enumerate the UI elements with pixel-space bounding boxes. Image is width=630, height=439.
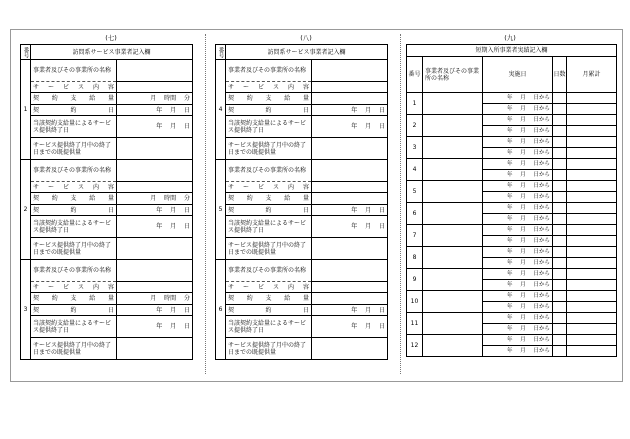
row-label-text: 契約日 (228, 206, 309, 214)
entry-value: 年 月 日 (117, 116, 193, 138)
short-stay-header: 短期入所事業者実績記入欄 (407, 45, 617, 57)
entry-value (312, 93, 388, 105)
entry-value: 月 時間 分 (117, 193, 193, 205)
entry-value: 年 月 日 (117, 105, 193, 116)
row-label: 当該契約支給量によるサービス提供終了日 (31, 216, 117, 238)
date-range-cell: 年 月 日から (483, 192, 553, 203)
row-label-text: サービス内容 (33, 183, 114, 191)
row-label: 事業者及びその事業所の名称 (226, 260, 312, 282)
row-label: 事業者及びその事業所の名称 (31, 60, 117, 82)
entry-value: 年 月 日 (117, 216, 193, 238)
number-header: 番号 (407, 57, 423, 93)
date-range-cell: 年 月 日から (483, 225, 553, 236)
row-label-text: 契約支給量 (33, 95, 114, 102)
days-cell (553, 247, 567, 258)
row-label (31, 105, 117, 116)
days-cell (553, 313, 567, 324)
row-label-text: サービス内容 (33, 283, 114, 291)
row-label (226, 82, 312, 93)
days-cell (553, 170, 567, 181)
date-range-cell: 年 月 日から (483, 115, 553, 126)
provider-name-cell (423, 247, 483, 269)
days-cell (553, 258, 567, 269)
panel-title: (八) (300, 34, 312, 42)
row-label (226, 105, 312, 116)
row-label-text: 契約日 (228, 106, 309, 114)
row-label (31, 293, 117, 305)
date-range-cell: 年 月 日から (483, 214, 553, 225)
row-label (226, 282, 312, 293)
days-cell (553, 192, 567, 203)
cumulative-header: 月累計 (567, 57, 617, 93)
row-label-text: サービス内容 (228, 283, 309, 291)
cumulative-cell (567, 280, 617, 291)
row-label: 当該契約支給量によるサービス提供終了日 (31, 116, 117, 138)
row-label: 事業者及びその事業所の名称 (31, 260, 117, 282)
row-label-text: 契約支給量 (33, 195, 114, 202)
cumulative-cell (567, 126, 617, 137)
visiting-service-table-8 (215, 44, 388, 360)
cumulative-cell (567, 258, 617, 269)
row-number: 5 (407, 181, 423, 203)
cumulative-cell (567, 335, 617, 346)
row-label (226, 205, 312, 216)
row-label (31, 282, 117, 293)
cumulative-cell (567, 203, 617, 214)
days-cell (553, 115, 567, 126)
entry-value: 年 月 日 (117, 205, 193, 216)
row-label (31, 93, 117, 105)
row-label (226, 305, 312, 316)
entry-number: 5 (216, 160, 226, 260)
row-label: 当該契約支給量によるサービス提供終了日 (226, 216, 312, 238)
date-header: 実施日 (483, 57, 553, 93)
row-label: 事業者及びその事業所の名称 (226, 60, 312, 82)
date-range-cell: 年 月 日から (483, 159, 553, 170)
row-label: サービス提供終了月中の終了日までの既提供量 (31, 138, 117, 160)
days-cell (553, 236, 567, 247)
provider-name-cell (423, 335, 483, 357)
row-label: サービス提供終了月中の終了日までの既提供量 (226, 238, 312, 260)
days-cell (553, 181, 567, 192)
cumulative-cell (567, 324, 617, 335)
cumulative-cell (567, 225, 617, 236)
days-cell (553, 137, 567, 148)
date-range-cell: 年 月 日から (483, 313, 553, 324)
entry-value: 年 月 日 (312, 116, 388, 138)
row-number: 12 (407, 335, 423, 357)
days-cell (553, 291, 567, 302)
row-label-text: サービス内容 (228, 183, 309, 191)
cumulative-cell (567, 137, 617, 148)
date-range-cell: 年 月 日から (483, 236, 553, 247)
entry-number: 4 (216, 60, 226, 160)
entry-value: 年 月 日 (312, 316, 388, 338)
days-cell (553, 93, 567, 104)
entry-value: 年 月 日 (117, 305, 193, 316)
entry-value (312, 282, 388, 293)
days-cell (553, 335, 567, 346)
entry-value (312, 260, 388, 282)
panel-title: (七) (105, 34, 117, 42)
entry-value (312, 138, 388, 160)
entry-number: 3 (21, 260, 31, 360)
number-header: 番号 (217, 46, 224, 58)
row-label: 当該契約支給量によるサービス提供終了日 (31, 316, 117, 338)
cumulative-cell (567, 104, 617, 115)
date-range-cell: 年 月 日から (483, 148, 553, 159)
row-label-text: サービス内容 (33, 83, 114, 91)
row-label (226, 182, 312, 193)
entry-value: 年 月 日 (312, 105, 388, 116)
cumulative-cell (567, 236, 617, 247)
days-cell (553, 126, 567, 137)
provider-name-cell (423, 225, 483, 247)
provider-name-cell (423, 137, 483, 159)
row-label-text: サービス内容 (228, 83, 309, 91)
cumulative-cell (567, 93, 617, 104)
entry-value (312, 82, 388, 93)
provider-name-cell (423, 115, 483, 137)
row-number: 6 (407, 203, 423, 225)
row-label (226, 293, 312, 305)
cumulative-cell (567, 214, 617, 225)
entry-value: 年 月 日 (312, 216, 388, 238)
days-cell (553, 324, 567, 335)
row-label-text: 契約支給量 (33, 295, 114, 302)
entry-value (312, 60, 388, 82)
row-label (226, 193, 312, 205)
days-cell (553, 203, 567, 214)
row-label (31, 182, 117, 193)
cumulative-cell (567, 148, 617, 159)
days-cell (553, 225, 567, 236)
date-range-cell: 年 月 日から (483, 137, 553, 148)
panel-title: (九) (504, 34, 516, 42)
cumulative-cell (567, 346, 617, 357)
days-cell (553, 104, 567, 115)
entry-value (117, 282, 193, 293)
visiting-service-table-7 (20, 44, 193, 360)
row-number: 1 (407, 93, 423, 115)
days-header: 日数 (553, 57, 567, 93)
entry-value (117, 182, 193, 193)
days-cell (553, 159, 567, 170)
days-cell (553, 269, 567, 280)
number-header: 番号 (22, 46, 29, 58)
entry-value (117, 138, 193, 160)
entry-number: 1 (21, 60, 31, 160)
entry-value (312, 182, 388, 193)
entry-value (312, 160, 388, 182)
provider-name-header: 事業者及びその事業所の名称 (423, 57, 483, 93)
cumulative-cell (567, 181, 617, 192)
panel-separator (400, 34, 401, 374)
date-range-cell: 年 月 日から (483, 93, 553, 104)
cumulative-cell (567, 302, 617, 313)
cumulative-cell (567, 192, 617, 203)
entry-value (117, 260, 193, 282)
entry-value (312, 193, 388, 205)
row-label (226, 93, 312, 105)
entry-value: 年 月 日 (312, 205, 388, 216)
panel-separator (205, 34, 206, 374)
row-label-text: 契約日 (33, 106, 114, 114)
entry-value (312, 338, 388, 360)
cumulative-cell (567, 247, 617, 258)
short-stay-table-9 (406, 44, 617, 357)
row-number: 3 (407, 137, 423, 159)
entry-number: 2 (21, 160, 31, 260)
date-range-cell: 年 月 日から (483, 258, 553, 269)
entry-value: 年 月 日 (117, 316, 193, 338)
row-label (31, 205, 117, 216)
row-label-text: 契約日 (228, 306, 309, 314)
provider-name-cell (423, 203, 483, 225)
entry-value (117, 82, 193, 93)
date-range-cell: 年 月 日から (483, 335, 553, 346)
date-range-cell: 年 月 日から (483, 302, 553, 313)
days-cell (553, 302, 567, 313)
row-label: サービス提供終了月中の終了日までの既提供量 (31, 338, 117, 360)
date-range-cell: 年 月 日から (483, 104, 553, 115)
row-number: 4 (407, 159, 423, 181)
row-label: サービス提供終了月中の終了日までの既提供量 (226, 338, 312, 360)
entry-number: 6 (216, 260, 226, 360)
row-label (31, 193, 117, 205)
entry-value (117, 160, 193, 182)
entry-value (312, 238, 388, 260)
date-range-cell: 年 月 日から (483, 247, 553, 258)
entry-value: 月 時間 分 (117, 293, 193, 305)
column-header: 訪問系サービス事業者記入欄 (226, 45, 388, 60)
cumulative-cell (567, 115, 617, 126)
entry-value (312, 293, 388, 305)
row-number: 10 (407, 291, 423, 313)
entry-value: 月 時間 分 (117, 93, 193, 105)
days-cell (553, 214, 567, 225)
provider-name-cell (423, 93, 483, 115)
row-label-text: 契約日 (33, 206, 114, 214)
row-number: 2 (407, 115, 423, 137)
provider-name-cell (423, 291, 483, 313)
provider-name-cell (423, 269, 483, 291)
row-label-text: 契約支給量 (228, 195, 309, 202)
row-label: 当該契約支給量によるサービス提供終了日 (226, 316, 312, 338)
provider-name-cell (423, 313, 483, 335)
row-label-text: 契約日 (33, 306, 114, 314)
date-range-cell: 年 月 日から (483, 346, 553, 357)
date-range-cell: 年 月 日から (483, 269, 553, 280)
cumulative-cell (567, 159, 617, 170)
row-label-text: 契約支給量 (228, 295, 309, 302)
row-number: 11 (407, 313, 423, 335)
days-cell (553, 280, 567, 291)
cumulative-cell (567, 313, 617, 324)
row-label (31, 305, 117, 316)
row-label-text: 契約支給量 (228, 95, 309, 102)
date-range-cell: 年 月 日から (483, 170, 553, 181)
date-range-cell: 年 月 日から (483, 291, 553, 302)
row-label: 当該契約支給量によるサービス提供終了日 (226, 116, 312, 138)
cumulative-cell (567, 269, 617, 280)
row-label: 事業者及びその事業所の名称 (226, 160, 312, 182)
row-label: サービス提供終了月中の終了日までの既提供量 (226, 138, 312, 160)
days-cell (553, 346, 567, 357)
provider-name-cell (423, 181, 483, 203)
date-range-cell: 年 月 日から (483, 203, 553, 214)
date-range-cell: 年 月 日から (483, 324, 553, 335)
provider-name-cell (423, 159, 483, 181)
entry-value (117, 338, 193, 360)
row-number: 8 (407, 247, 423, 269)
column-header: 訪問系サービス事業者記入欄 (31, 45, 193, 60)
days-cell (553, 148, 567, 159)
entry-value (117, 60, 193, 82)
cumulative-cell (567, 291, 617, 302)
date-range-cell: 年 月 日から (483, 280, 553, 291)
row-label (31, 82, 117, 93)
cumulative-cell (567, 170, 617, 181)
entry-value: 年 月 日 (312, 305, 388, 316)
entry-value (117, 238, 193, 260)
row-number: 7 (407, 225, 423, 247)
date-range-cell: 年 月 日から (483, 126, 553, 137)
row-label: 事業者及びその事業所の名称 (31, 160, 117, 182)
row-number: 9 (407, 269, 423, 291)
date-range-cell: 年 月 日から (483, 181, 553, 192)
row-label: サービス提供終了月中の終了日までの既提供量 (31, 238, 117, 260)
